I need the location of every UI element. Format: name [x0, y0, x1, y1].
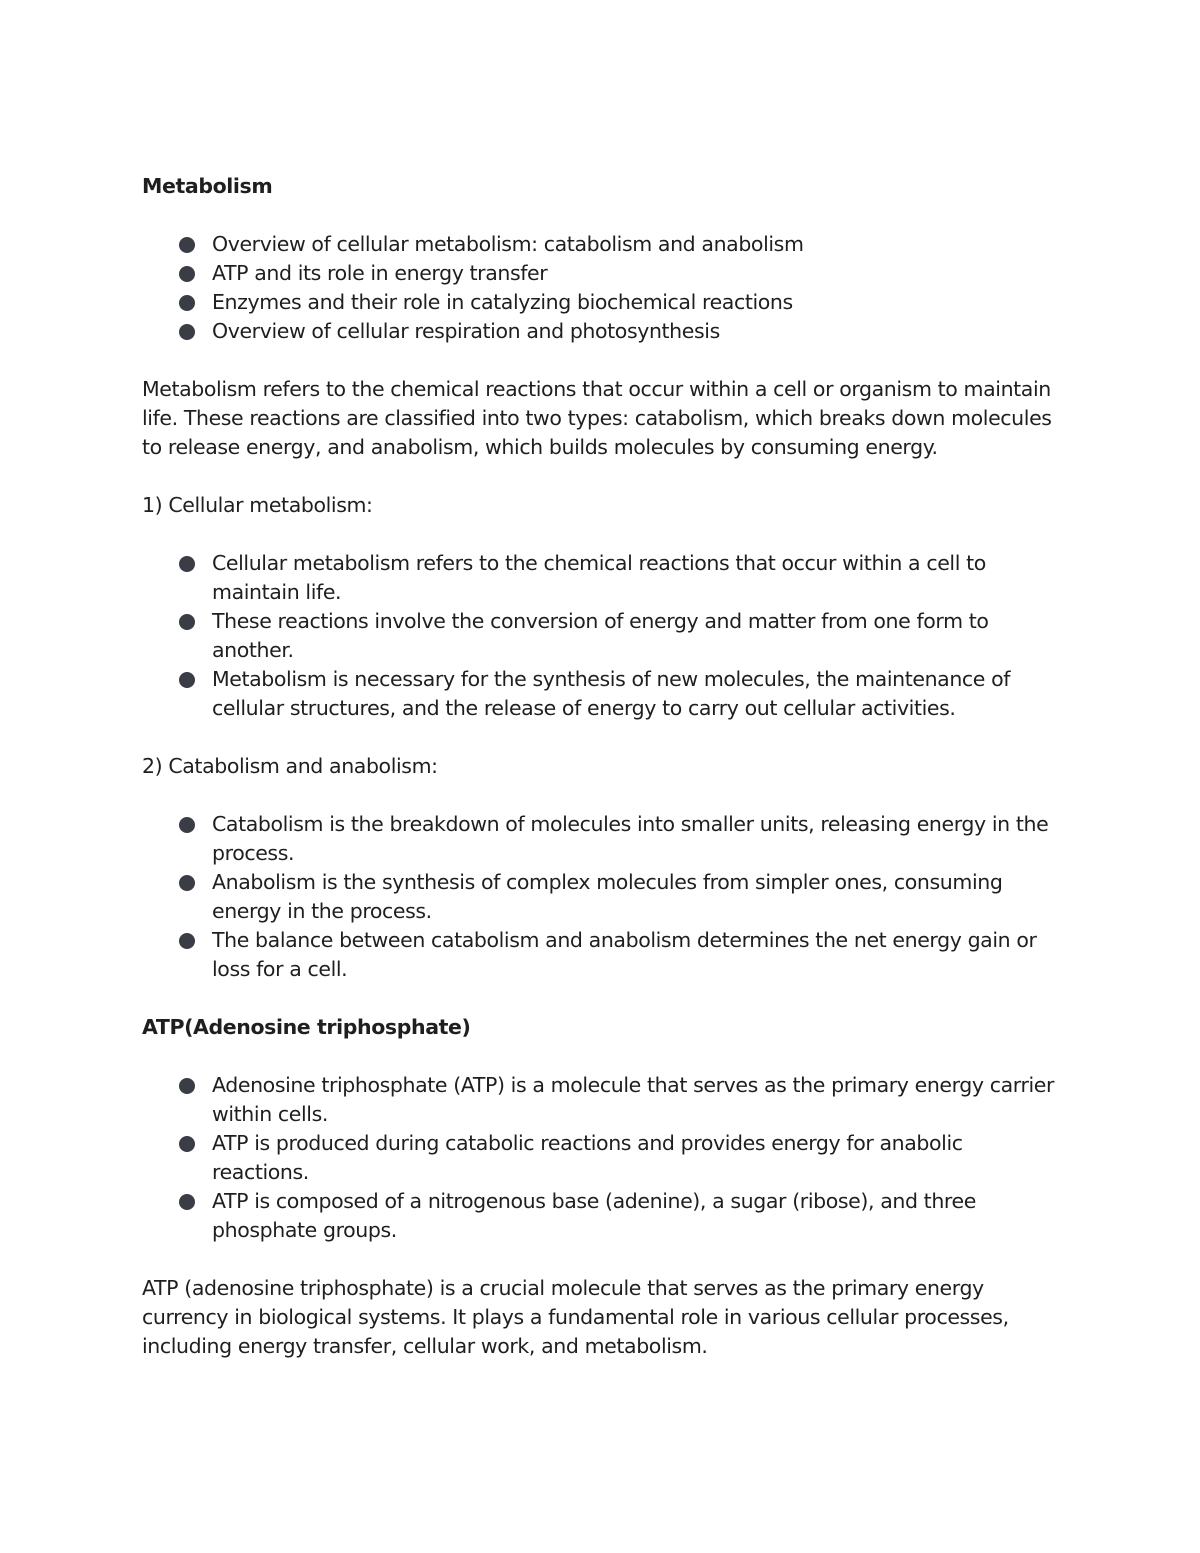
- list-item: [142, 1129, 1062, 1187]
- document-page: [142, 172, 1062, 1361]
- list-item-text: These reactions involve the conversion of energy and matter from one form to another.: [212, 609, 989, 662]
- cellular-bullet-list: [142, 549, 1062, 723]
- atp-bullet-list: [142, 1071, 1062, 1245]
- list-item-text: ATP and its role in energy transfer: [212, 261, 548, 285]
- list-item: [142, 810, 1062, 868]
- list-item: [142, 317, 1062, 346]
- list-item-text: Metabolism is necessary for the synthesis of new molecules, the maintenance of cellular structures, and the release of energy to carry out cellular activities.: [212, 667, 1011, 720]
- list-item: [142, 868, 1062, 926]
- list-item: [142, 230, 1062, 259]
- bullet-icon: [179, 556, 195, 572]
- list-item-text: ATP is produced during catabolic reactions and provides energy for anabolic reactions.: [212, 1131, 963, 1184]
- list-item-text: The balance between catabolism and anabolism determines the net energy gain or loss for a cell.: [212, 928, 1037, 981]
- list-item-text: Overview of cellular respiration and photosynthesis: [212, 319, 720, 343]
- list-item-text: Adenosine triphosphate (ATP) is a molecule that serves as the primary energy carrier within cells.: [212, 1073, 1055, 1126]
- bullet-icon: [179, 672, 195, 688]
- bullet-icon: [179, 1136, 195, 1152]
- metabolism-bullet-list: [142, 230, 1062, 346]
- subheading-catabolism-anabolism: 2) Catabolism and anabolism:: [142, 754, 438, 778]
- section-heading-metabolism: Metabolism: [142, 174, 273, 198]
- subheading-cellular-metabolism: 1) Cellular metabolism:: [142, 493, 373, 517]
- bullet-icon: [179, 1194, 195, 1210]
- list-item: [142, 926, 1062, 984]
- bullet-icon: [179, 875, 195, 891]
- bullet-icon: [179, 614, 195, 630]
- bullet-icon: [179, 266, 195, 282]
- list-item-text: Overview of cellular metabolism: catabolism and anabolism: [212, 232, 804, 256]
- bullet-icon: [179, 1078, 195, 1094]
- metabolism-intro-paragraph: Metabolism refers to the chemical reactions that occur within a cell or organism to maintain life. These reactions are classified into two types: catabolism, which breaks down molecules to release energy, and anabolism, which builds molecules by consuming energy.: [142, 377, 1052, 459]
- list-item-text: ATP is composed of a nitrogenous base (adenine), a sugar (ribose), and three phosphate groups.: [212, 1189, 976, 1242]
- section-heading-atp: ATP(Adenosine triphosphate): [142, 1015, 471, 1039]
- list-item: [142, 288, 1062, 317]
- bullet-icon: [179, 237, 195, 253]
- list-item-text: Enzymes and their role in catalyzing biochemical reactions: [212, 290, 793, 314]
- list-item: [142, 259, 1062, 288]
- bullet-icon: [179, 933, 195, 949]
- bullet-icon: [179, 295, 195, 311]
- catabolism-bullet-list: [142, 810, 1062, 984]
- list-item-text: Catabolism is the breakdown of molecules into smaller units, releasing energy in the process.: [212, 812, 1049, 865]
- list-item: [142, 1071, 1062, 1129]
- bullet-icon: [179, 324, 195, 340]
- atp-summary-paragraph: ATP (adenosine triphosphate) is a crucial molecule that serves as the primary energy currency in biological systems. It plays a fundamental role in various cellular processes, including energy transfer, cellular work, and metabolism.: [142, 1276, 1009, 1358]
- list-item-text: Anabolism is the synthesis of complex molecules from simpler ones, consuming energy in the process.: [212, 870, 1003, 923]
- list-item: [142, 665, 1062, 723]
- list-item-text: Cellular metabolism refers to the chemical reactions that occur within a cell to maintain life.: [212, 551, 986, 604]
- list-item: [142, 549, 1062, 607]
- list-item: [142, 607, 1062, 665]
- bullet-icon: [179, 817, 195, 833]
- list-item: [142, 1187, 1062, 1245]
